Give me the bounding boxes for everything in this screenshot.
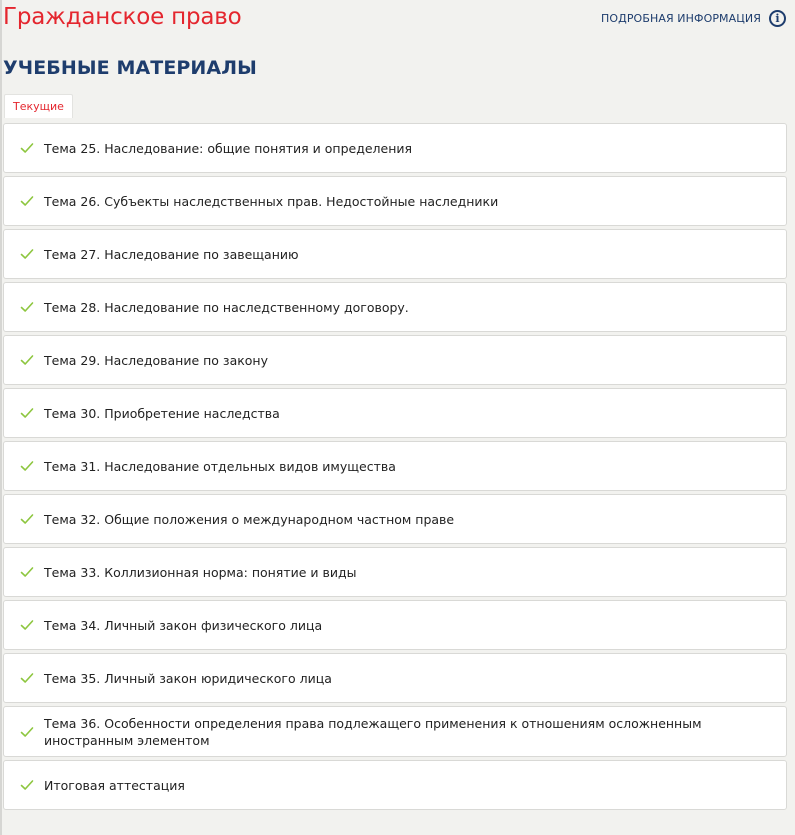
info-link[interactable] [601, 10, 786, 27]
checkmark-icon [20, 671, 34, 685]
material-item[interactable] [3, 600, 787, 650]
course-title: Гражданское право [3, 4, 242, 30]
checkmark-icon [20, 459, 34, 473]
checkmark-icon [20, 778, 34, 792]
material-label: Тема 32. Общие положения о международном частном праве [44, 511, 455, 527]
checkmark-icon [20, 618, 34, 632]
material-item[interactable] [3, 706, 787, 757]
material-label: Тема 26. Субъекты наследственных прав. Недостойные наследники [44, 193, 499, 209]
info-icon[interactable]: i [769, 10, 786, 27]
material-item[interactable] [3, 494, 787, 544]
material-item[interactable] [3, 388, 787, 438]
checkmark-icon [20, 565, 34, 579]
material-label: Тема 31. Наследование отдельных видов имущества [44, 458, 396, 474]
checkmark-icon [20, 353, 34, 367]
material-label: Тема 25. Наследование: общие понятия и определения [44, 140, 413, 156]
material-label: Тема 27. Наследование по завещанию [44, 246, 299, 262]
section-title: УЧЕБНЫЕ МАТЕРИАЛЫ [3, 57, 257, 79]
material-item[interactable] [3, 282, 787, 332]
checkmark-icon [20, 194, 34, 208]
info-link-label: ПОДРОБНАЯ ИНФОРМАЦИЯ [601, 12, 761, 25]
material-label: Тема 30. Приобретение наследства [44, 405, 280, 421]
material-label: Тема 33. Коллизионная норма: понятие и виды [44, 564, 357, 580]
material-item[interactable] [3, 547, 787, 597]
material-label: Тема 28. Наследование по наследственному договору. [44, 299, 409, 315]
checkmark-icon [20, 247, 34, 261]
material-item[interactable] [3, 653, 787, 703]
checkmark-icon [20, 512, 34, 526]
checkmark-icon [20, 300, 34, 314]
material-label: Итоговая аттестация [44, 777, 185, 793]
checkmark-icon [20, 406, 34, 420]
checkmark-icon [20, 141, 34, 155]
materials-list [3, 123, 787, 813]
material-item[interactable] [3, 441, 787, 491]
tab-current[interactable]: Текущие [4, 94, 73, 118]
material-label: Тема 36. Особенности определения права подлежащего применения к отношениям осложненным иностранным элементом [44, 715, 702, 748]
left-divider [0, 0, 2, 835]
material-label: Тема 34. Личный закон физического лица [44, 617, 323, 633]
material-item[interactable] [3, 176, 787, 226]
material-item[interactable] [3, 760, 787, 810]
material-label: Тема 29. Наследование по закону [44, 352, 268, 368]
material-label: Тема 35. Личный закон юридического лица [44, 670, 332, 686]
material-item[interactable] [3, 335, 787, 385]
material-item[interactable] [3, 123, 787, 173]
checkmark-icon [20, 725, 34, 739]
material-item[interactable] [3, 229, 787, 279]
